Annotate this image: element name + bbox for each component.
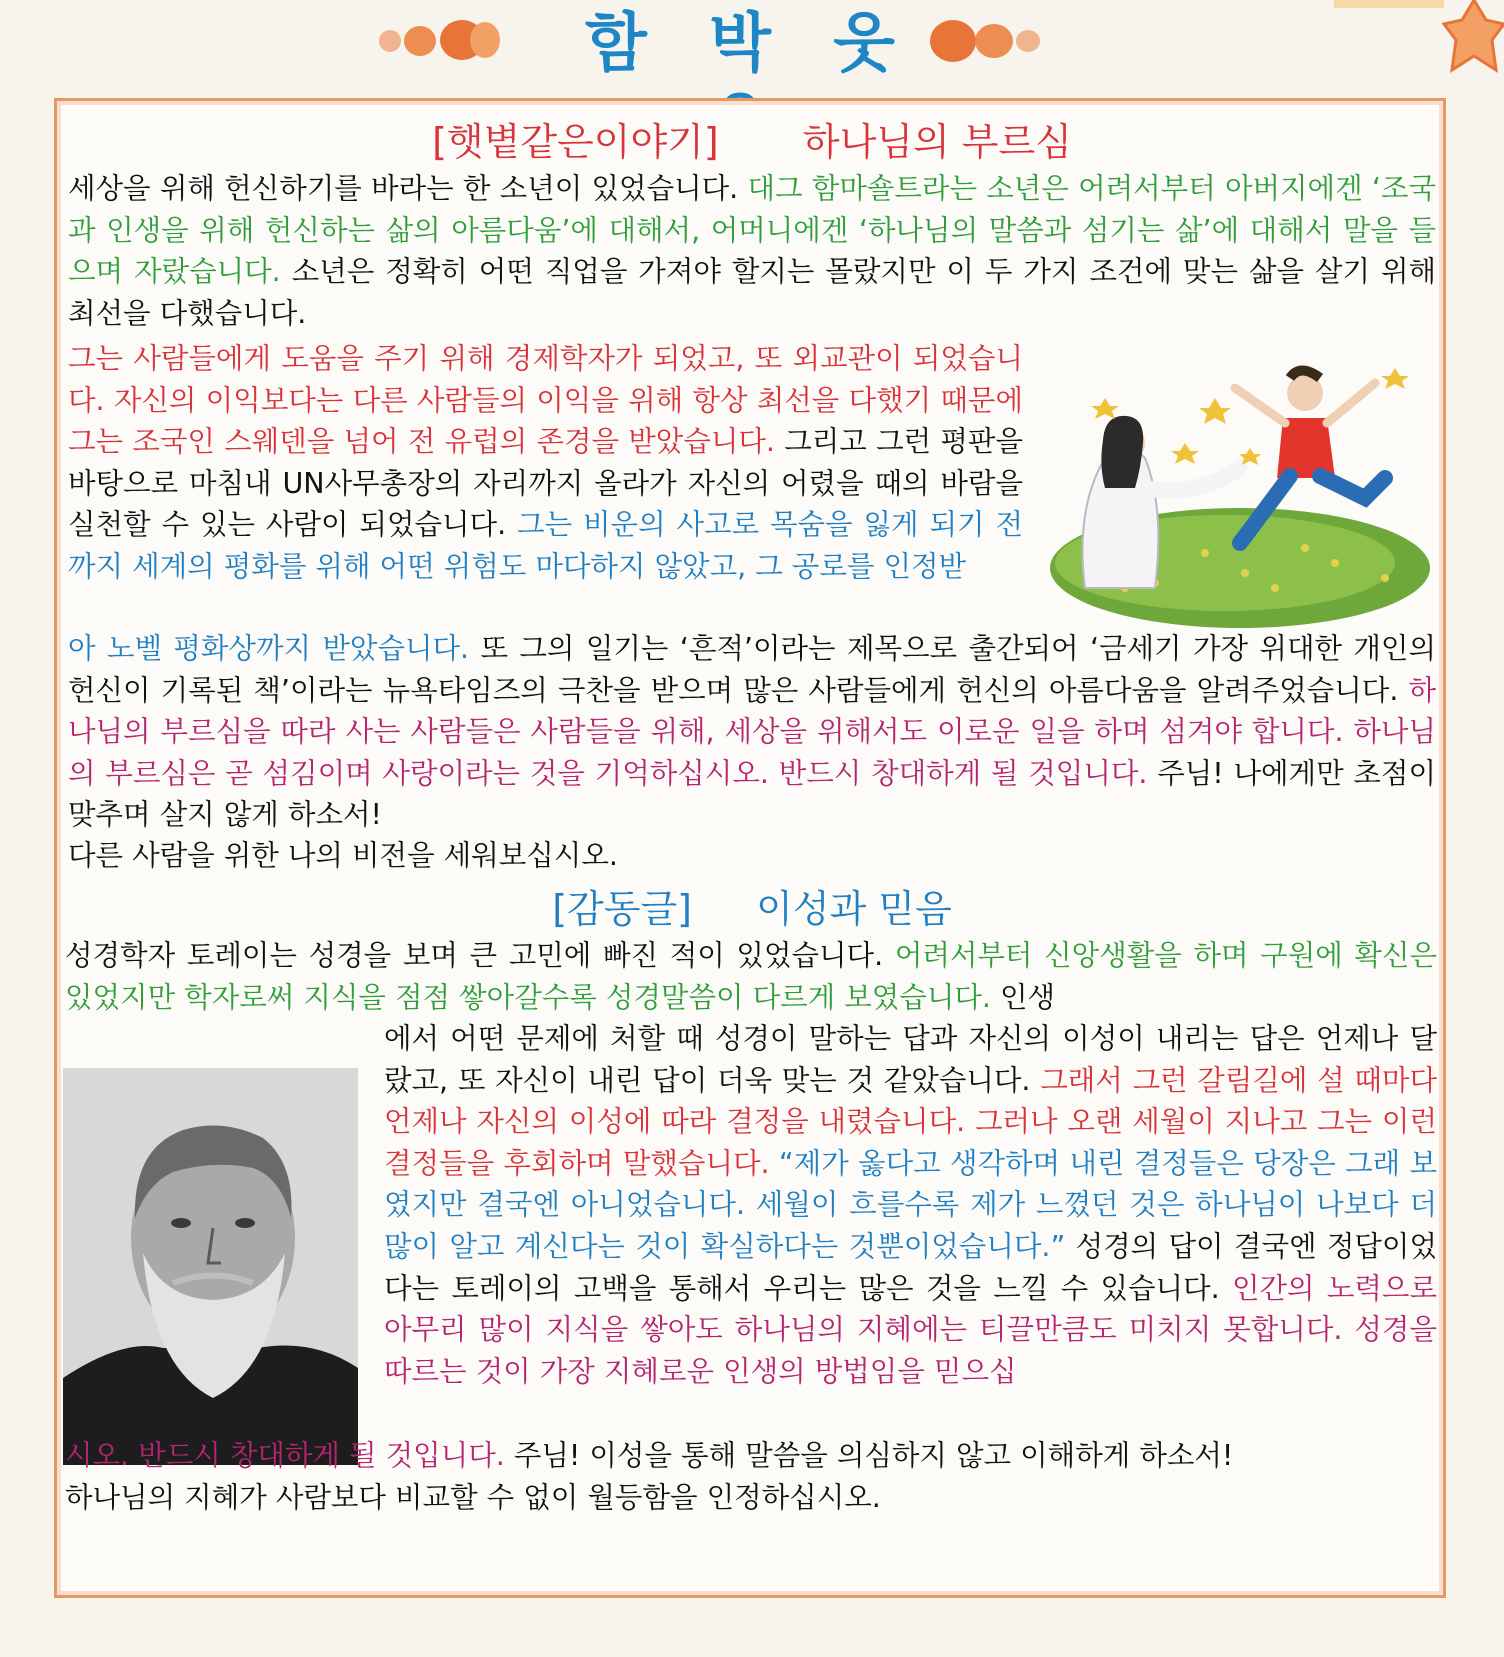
story2-text: 인간의 노력으로 아무리 많이 지식을 쌓아도 하나님의 지혜에는 티끌만큼도 미치지 못합니다. 성경을 따르는 것이 가장 지혜로운 인생의 방법임을 믿으십 bbox=[384, 1271, 1437, 1388]
story1-text: 그리고 그런 평판을 바탕으로 마침내 UN사무총장의 자리까지 올라가 자신의 어렸을 때의 바람을 실천할 수 있는 사람이 되었습니다. bbox=[68, 425, 1023, 542]
decorative-dot bbox=[379, 30, 401, 52]
story2-text: 어려서부터 신앙생활을 하며 구원에 확신은 있었지만 학자로써 지식을 점점 쌓아갈수록 성경말씀이 다르게 보였습니다. bbox=[65, 939, 1438, 1014]
story2-closing: 하나님의 지혜가 사람보다 비교할 수 없이 월등함을 인정하십시오. bbox=[65, 1481, 881, 1514]
story2-title-tag: [감동글] bbox=[552, 887, 692, 931]
story1-closing: 다른 사람을 위한 나의 비전을 세워보십시오. bbox=[68, 839, 618, 872]
decorative-dot bbox=[930, 20, 976, 62]
decorative-dot bbox=[404, 26, 436, 56]
story2-paragraph-1 bbox=[65, 935, 1437, 1018]
page-header bbox=[0, 0, 1504, 95]
story2-text: 에서 어떤 문제에 처할 때 성경이 말하는 답과 자신의 이성이 내리는 답은 언제나 달랐고, 또 자신이 내린 답이 더욱 맞는 것 같았습니다. bbox=[384, 1022, 1437, 1097]
story2-text: 시오. 반드시 창대하게 될 것입니다. bbox=[65, 1439, 505, 1472]
story1-text: 하나님의 부르심을 따라 사는 사람들은 사람들을 위해, 세상을 위해서도 이로운 일을 하며 섬겨야 합니다. 하나님의 부르심은 곧 섬김이며 사랑이라는 것을 기억하십시오. 반드시 창대하게 될 것입니다. bbox=[68, 673, 1436, 790]
story2-title bbox=[0, 885, 1504, 933]
story2-text: 주님! 이성을 통해 말씀을 의심하지 않고 이해하게 하소서! bbox=[504, 1439, 1234, 1472]
decorative-dot bbox=[470, 22, 500, 58]
story1-text: 주님! 나에게만 초점이 맞추며 살지 않게 하소서! bbox=[68, 756, 1436, 832]
star-icon bbox=[1334, 0, 1504, 80]
story1-title-main: 하나님의 부르심 bbox=[802, 120, 1072, 164]
torrey-portrait-photo bbox=[63, 1068, 358, 1465]
story1-text: 대그 함마숄트라는 소년은 어려서부터 아버지에겐 ‘조국과 인생을 위해 헌신하는 삶의 아름다움’에 대해서, 어머니에겐 ‘하나님의 말씀과 섬기는 삶’에 대해서 말을 들으며 자랐습니다. bbox=[68, 172, 1436, 289]
story2-paragraph-3 bbox=[65, 1435, 1437, 1477]
story2-text: 성경학자 토레이는 성경을 보며 큰 고민에 빠진 적이 있었습니다. bbox=[65, 939, 895, 972]
story2-paragraph-2 bbox=[384, 1018, 1437, 1392]
story1-paragraph-3 bbox=[68, 628, 1436, 836]
story2-text: 성경의 답이 결국엔 정답이었다는 토레이의 고백을 통해서 우리는 많은 것을 느낄 수 있습니다. bbox=[384, 1229, 1437, 1305]
story1-paragraph-1 bbox=[68, 168, 1436, 334]
story1-text: 아 노벨 평화상까지 받았습니다. bbox=[68, 632, 470, 665]
story1-paragraph-2 bbox=[68, 338, 1023, 588]
story1-title-tag: [햇볕같은이야기] bbox=[432, 120, 719, 164]
story2-title-main: 이성과 믿음 bbox=[756, 887, 952, 931]
story1-text: 세상을 위해 헌신하기를 바라는 한 소년이 있었습니다. bbox=[68, 172, 748, 205]
page-title: 함 박 웃 bbox=[584, 7, 916, 81]
story1-text: 그는 사람들에게 도움을 주기 위해 경제학자가 되었고, 또 외교관이 되었습니다. 자신의 이익보다는 다른 사람들의 이익을 위해 항상 최선을 다했기 때문에 그는 조국인 스웨덴을 넘어 전 유럽의 존경을 받았습니다. bbox=[68, 342, 1023, 459]
story2-text: 그래서 그런 갈림길에 설 때마다 언제나 자신의 이성에 따라 결정을 내렸습니다. 그러나 오랜 세월이 지나고 그는 이런 결정들을 후회하며 말했습니다. bbox=[384, 1063, 1437, 1180]
decorative-dot bbox=[975, 24, 1013, 58]
story2-text: “제가 옳다고 생각하며 내린 결정들은 당장은 그래 보였지만 결국엔 아니었습니다. 세월이 흐를수록 제가 느꼈던 것은 하나님이 나보다 더 많이 알고 계신다는 것이 확실하다는 것뿐이었습니다.” bbox=[384, 1146, 1437, 1263]
decorative-dot bbox=[1016, 30, 1040, 52]
story1-text: 그는 비운의 사고로 목숨을 잃게 되기 전까지 세계의 평화를 위해 어떤 위험도 마다하지 않았고, 그 공로를 인정받 bbox=[68, 508, 1023, 583]
children-playing-illustration bbox=[1045, 348, 1435, 638]
story1-text: 소년은 정확히 어떤 직업을 가져야 할지는 몰랐지만 이 두 가지 조건에 맞는 삶을 살기 위해 최선을 다했습니다. bbox=[68, 255, 1436, 330]
story1-text: 또 그의 일기는 ‘흔적’이라는 제목으로 출간되어 ‘금세기 가장 위대한 개인의 헌신이 기록된 책’이라는 뉴욕타임즈의 극찬을 받으며 많은 사람들에게 헌신의 아름다움을 알려주었습니다. bbox=[68, 632, 1436, 707]
story1-title bbox=[0, 118, 1504, 166]
story2-text: 인생 bbox=[990, 980, 1056, 1014]
